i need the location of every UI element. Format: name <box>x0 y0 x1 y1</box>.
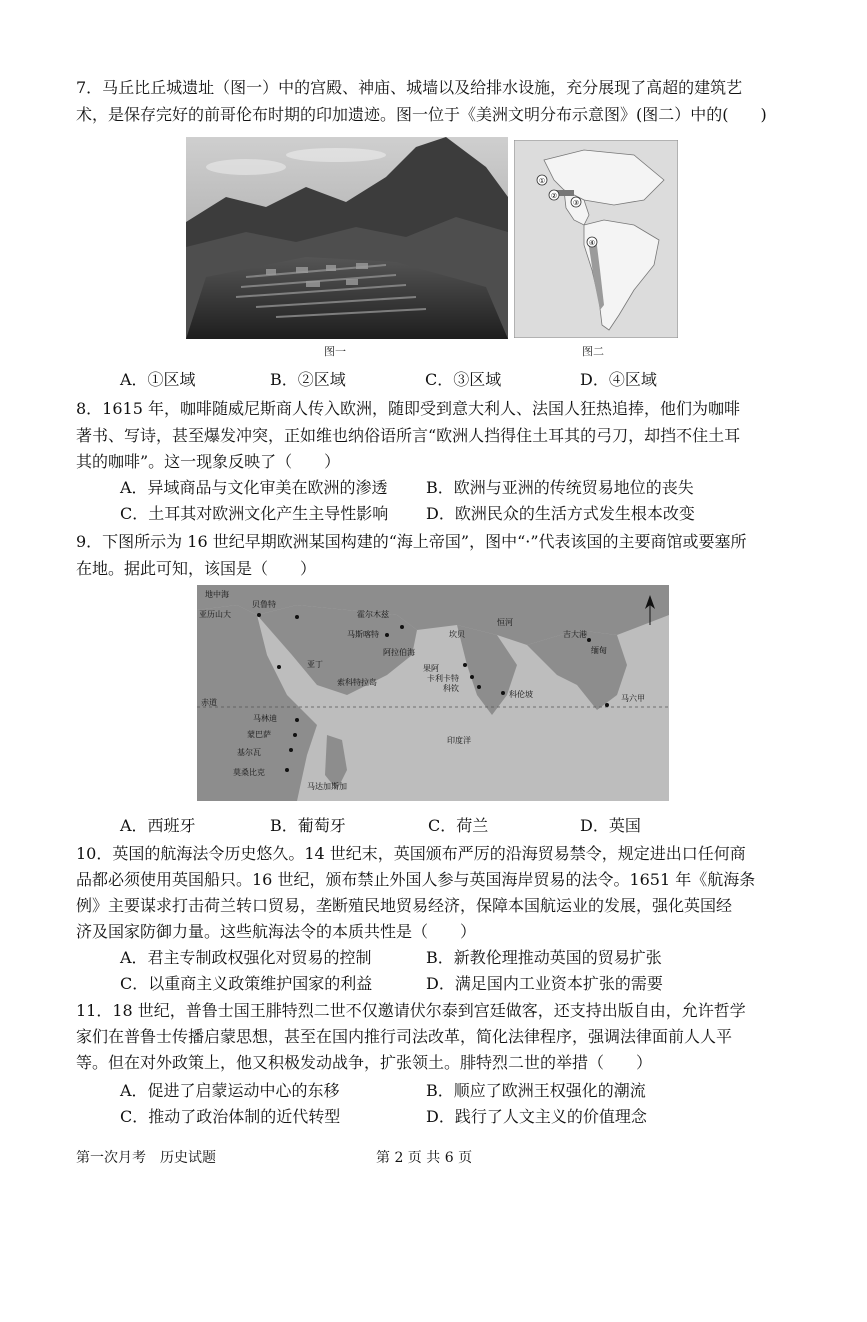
q8-options-row2 <box>120 503 695 525</box>
q9-stem-line2: 在地。据此可知，该国是（ ） <box>76 559 317 578</box>
q11-stem-line2: 家们在普鲁士传播启蒙思想，甚至在国内推行司法改革，简化法律程序，强调法律面前人人平 <box>76 1027 733 1046</box>
map-marker-2: ② <box>550 192 558 200</box>
map-label-muscat: 马斯喀特 <box>347 630 379 639</box>
q7-option-d[interactable]: D．④区域 <box>580 370 657 389</box>
map-label-cochin: 科钦 <box>443 684 459 693</box>
map-label-hormuz: 霍尔木兹 <box>357 610 389 619</box>
q9-option-a[interactable]: A．西班牙 <box>120 816 196 835</box>
map-label-goa: 果阿 <box>423 664 439 673</box>
q8-options-row1 <box>120 477 694 499</box>
q10-option-b[interactable]: B．新教伦理推动英国的贸易扩张 <box>426 948 662 967</box>
map-label-socotra: 索科特拉岛 <box>337 678 377 687</box>
map-marker-1: ① <box>538 177 546 185</box>
map-label-mozambique: 莫桑比克 <box>233 768 265 777</box>
figure1-caption: 图一 <box>324 345 346 358</box>
map-marker-3: ③ <box>572 199 580 207</box>
q9-stem-line1: 9．下图所示为 16 世纪早期欧洲某国构建的“海上帝国”，图中“·”代表该国的主要商馆或要塞所 <box>76 532 747 551</box>
map-label-burma: 缅甸 <box>591 646 607 655</box>
map-label-kilwa: 基尔瓦 <box>237 748 261 757</box>
q7-stem-line1: 7．马丘比丘城遗址（图一）中的宫殿、神庙、城墙以及给排水设施，充分展现了高超的建筑艺 <box>76 78 743 97</box>
q7-stem-line2: 术，是保存完好的前哥伦布时期的印加遗迹。图一位于《美洲文明分布示意图》(图二）中的( ) <box>76 105 767 124</box>
q11-options-row1 <box>120 1080 646 1102</box>
q7-option-a[interactable]: A．①区域 <box>120 370 196 389</box>
q11-option-b[interactable]: B．顺应了欧洲王权强化的潮流 <box>426 1081 646 1100</box>
q9-option-c[interactable]: C．荷兰 <box>428 816 489 835</box>
q7-option-c[interactable]: C．③区域 <box>425 370 502 389</box>
q11-stem-line1: 11．18 世纪，普鲁士国王腓特烈二世不仅邀请伏尔泰到宫廷做客，还支持出版自由，允许哲学 <box>76 1001 746 1020</box>
map-label-colombo: 科伦坡 <box>509 690 533 699</box>
q10-stem-line2: 品都必须使用英国船只。16 世纪，颁布禁止外国人参与英国海岸贸易的法令。1651 年《航海条 <box>76 870 756 889</box>
figure2-caption: 图二 <box>582 345 604 358</box>
map-label-aden: 亚丁 <box>307 660 323 669</box>
map-label-mombasa: 蒙巴萨 <box>247 730 271 739</box>
q9-option-d[interactable]: D．英国 <box>580 816 641 835</box>
map-label-chittagong: 吉大港 <box>563 630 587 639</box>
q8-stem-line2: 著书、写诗，甚至爆发冲突，正如维也纳俗语所言“欧洲人挡得住土耳其的弓刀，却挡不住土耳 <box>76 426 741 445</box>
map-label-madagascar: 马达加斯加 <box>307 782 347 791</box>
map-label-arabian-sea: 阿拉伯海 <box>383 648 415 657</box>
map-label-malindi: 马林迪 <box>253 714 277 723</box>
map-label-ganges: 恒河 <box>497 618 513 627</box>
footer-page-number: 第 2 页 共 6 页 <box>376 1150 473 1166</box>
map-label-equator: 赤道 <box>201 698 217 707</box>
map-label-beirut: 贝鲁特 <box>252 600 276 609</box>
map-label-cambay: 坎贝 <box>449 630 465 639</box>
q10-option-a[interactable]: A．君主专制政权强化对贸易的控制 <box>120 948 372 967</box>
map-label-malacca: 马六甲 <box>621 694 645 703</box>
q8-stem-line1: 8．1615 年，咖啡随威尼斯商人传入欧洲，随即受到意大利人、法国人狂热追捧，他们为咖啡 <box>76 399 740 418</box>
q11-stem-line3: 等。但在对外政策上，他又积极发动战争，扩张领土。腓特烈二世的举措（ ） <box>76 1053 653 1072</box>
americas-civilization-map <box>514 140 678 338</box>
q10-stem-line4: 济及国家防御力量。这些航海法令的本质共性是（ ） <box>76 922 477 941</box>
q10-stem-line1: 10．英国的航海法令历史悠久。14 世纪末，英国颁布严厉的沿海贸易禁令，规定进出口任何商 <box>76 844 746 863</box>
north-arrow-icon <box>643 595 657 629</box>
q8-stem-line3: 其的咖啡”。这一现象反映了（ ） <box>76 452 341 471</box>
q10-stem-line3: 例》主要谋求打击荷兰转口贸易，垄断殖民地贸易经济，保障本国航运业的发展，强化英国经 <box>76 896 733 915</box>
q10-options-row1 <box>120 947 662 969</box>
map-label-alexandria: 亚历山大 <box>199 610 231 619</box>
q7-options <box>120 369 700 391</box>
q8-option-d[interactable]: D．欧洲民众的生活方式发生根本改变 <box>426 504 695 523</box>
q11-option-d[interactable]: D．践行了人文主义的价值理念 <box>426 1107 647 1126</box>
indian-ocean-trade-map <box>197 585 669 801</box>
q10-option-d[interactable]: D．满足国内工业资本扩张的需要 <box>426 974 663 993</box>
q7-option-b[interactable]: B．②区域 <box>270 370 346 389</box>
q8-option-b[interactable]: B．欧洲与亚洲的传统贸易地位的丧失 <box>426 478 694 497</box>
q9-options <box>120 815 700 837</box>
q10-option-c[interactable]: C．以重商主义政策维护国家的利益 <box>120 974 373 993</box>
map-label-calicut: 卡利卡特 <box>427 674 459 683</box>
map-label-mediterranean: 地中海 <box>205 590 229 599</box>
map-marker-4: ④ <box>588 239 596 247</box>
q11-options-row2 <box>120 1106 647 1128</box>
machu-picchu-photo <box>186 137 508 339</box>
footer-exam-title: 第一次月考 历史试题 <box>76 1150 216 1166</box>
q10-options-row2 <box>120 973 663 995</box>
q11-option-a[interactable]: A．促进了启蒙运动中心的东移 <box>120 1081 340 1100</box>
map-label-indian-ocean: 印度洋 <box>447 736 471 745</box>
q8-option-c[interactable]: C．土耳其对欧洲文化产生主导性影响 <box>120 504 389 523</box>
q11-option-c[interactable]: C．推动了政治体制的近代转型 <box>120 1107 341 1126</box>
q9-option-b[interactable]: B．葡萄牙 <box>270 816 346 835</box>
q8-option-a[interactable]: A．异域商品与文化审美在欧洲的渗透 <box>120 478 388 497</box>
